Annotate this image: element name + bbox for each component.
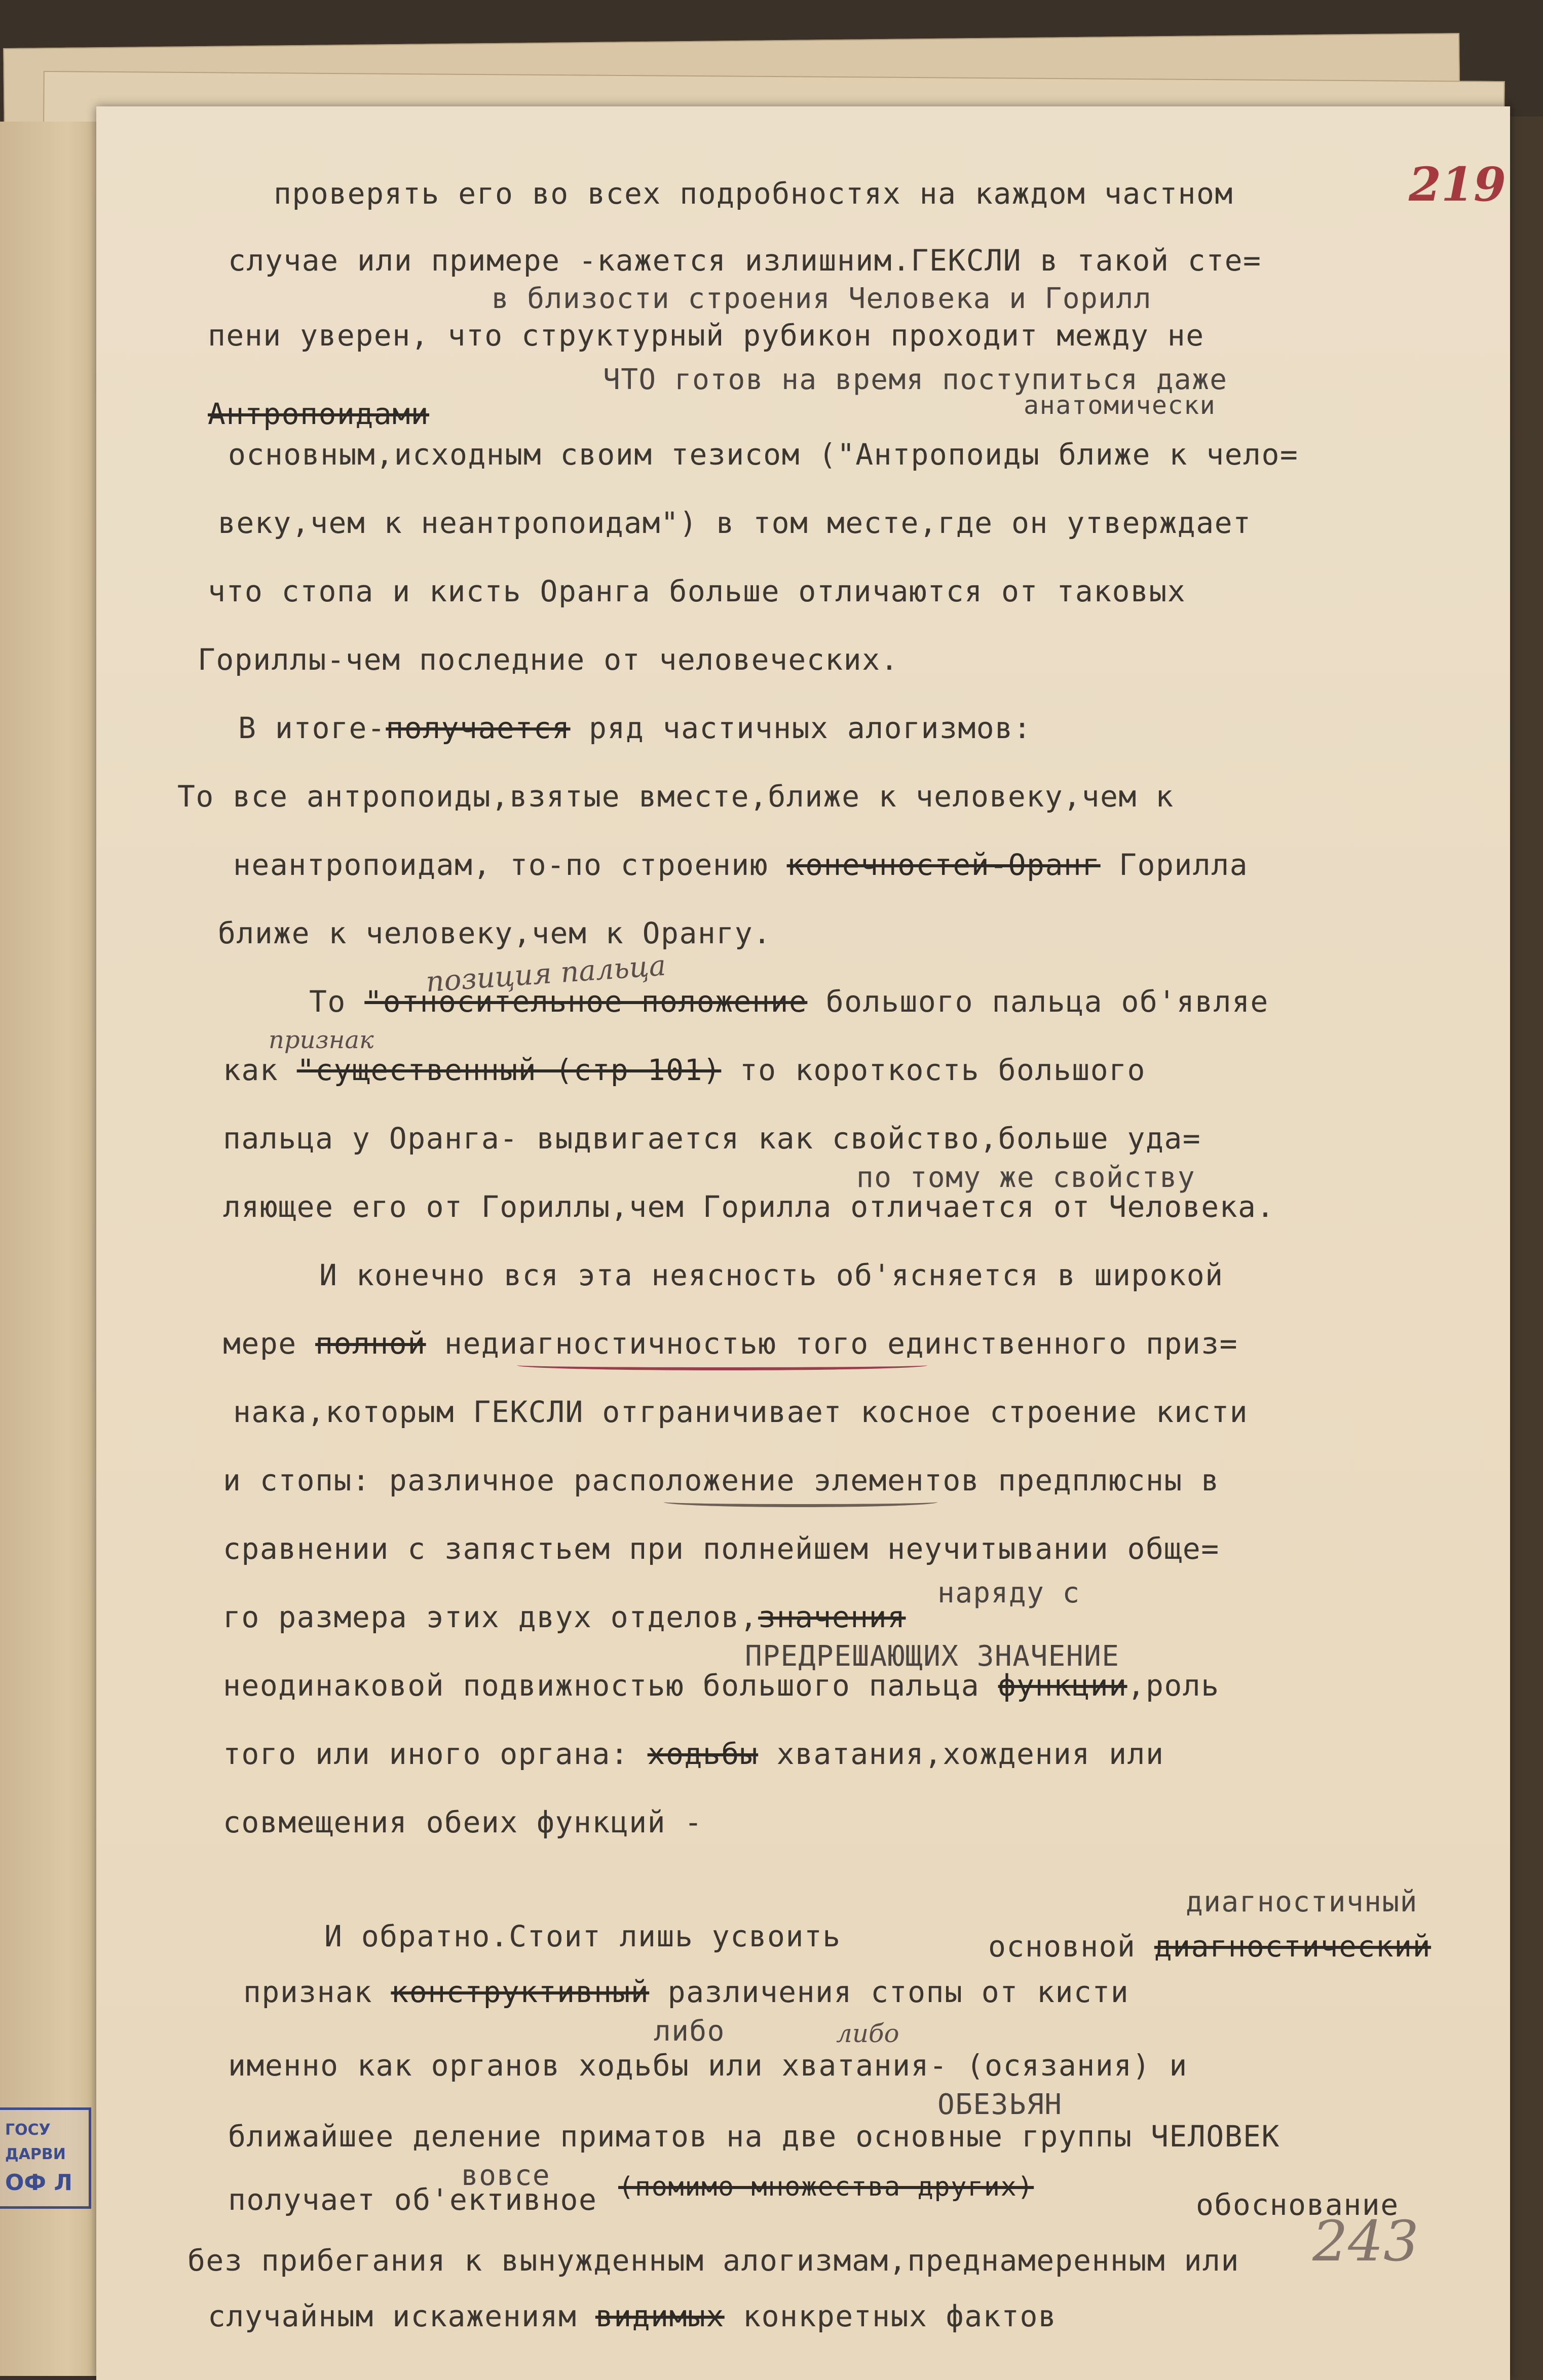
inserted-text: диагностичный [1186, 1886, 1418, 1918]
struck-text: "относительное положение [364, 984, 808, 1019]
inserted-text: в близости строения Человека и Горилл [492, 282, 1152, 315]
text-line [223, 1738, 1164, 1770]
text-line: ляющее его от Гориллы,чем Горилла отличается от Человека. [223, 1189, 1275, 1224]
text-line [223, 1054, 1146, 1086]
text-segment: неантропоидам, то-по строению [233, 848, 787, 882]
text-line: пени уверен, что структурный рубикон проходит между не [208, 318, 1205, 353]
text-line: ближайшее деление приматов на две основные группы ЧЕЛОВЕК [228, 2119, 1280, 2154]
text-line: и стопы: различное расположение элементов предплюсны в [223, 1463, 1220, 1498]
text-line: совмещения обеих функций - [223, 1805, 703, 1839]
inserted-text: анатомически [1024, 391, 1216, 420]
struck-text: Антропоидами [208, 397, 430, 431]
archive-stamp [0, 2107, 91, 2209]
text-segment: го размера этих двух отделов, [223, 1600, 759, 1634]
underlined-text: недиагностичностью того единственного приз= [426, 1326, 1238, 1361]
text-segment: различения стопы от кисти [649, 1975, 1130, 2009]
struck-text: полной [315, 1326, 426, 1361]
handwritten-underline [664, 1497, 937, 1507]
struck-text: диагностический [1154, 1929, 1432, 1964]
text-line: И конечно вся эта неясность об'ясняется в широкой [319, 1258, 1224, 1292]
text-segment: То [309, 984, 365, 1019]
struck-text: получается [386, 711, 571, 745]
struck-text: конечностей-Оранг [786, 848, 1101, 882]
inserted-text: ОБЕЗЬЯН [937, 2088, 1063, 2121]
text-line [228, 2183, 597, 2216]
struck-text: видимых [595, 2299, 725, 2333]
text-segment: конкретных фактов [724, 2299, 1057, 2333]
text-line [238, 712, 1032, 744]
text-line: пальца у Оранга- выдвигается как свойство,больше уда= [223, 1121, 1201, 1156]
text-segment: того или иного органа: [223, 1737, 648, 1771]
text-segment: И обратно.Стоит лишь усвоить [324, 1919, 841, 1953]
text-line [223, 1601, 906, 1633]
text-line: именно как органов ходьбы или хватания- (осязания) и [228, 2048, 1188, 2083]
text-segment: В итоге- [238, 711, 386, 745]
text-segment: большого пальца об'являе [807, 984, 1269, 1019]
struck-text: значения [758, 1600, 906, 1634]
text-line [223, 1327, 1238, 1360]
handwritten-insert: позиция пальца [425, 949, 667, 999]
text-line: веку,чем к неантропоидам") в том месте,где он утверждает [218, 506, 1252, 540]
text-segment: получает об'ективное [228, 2182, 597, 2217]
text-segment: ряд частичных алогизмов: [570, 711, 1032, 745]
text-line: основным,исходным своим тезисом ("Антропоиды ближе к чело= [228, 437, 1299, 472]
text-line: что стопа и кисть Оранга больше отличаются от таковых [208, 574, 1186, 608]
text-segment: неодинаковой подвижностью большого пальца [223, 1668, 998, 1703]
struck-text: "существенный (стр 101) [296, 1053, 722, 1087]
text-line [223, 1669, 1220, 1702]
text-line: сравнении с запястьем при полнейшем неучитывании обще= [223, 1531, 1220, 1566]
stamp-line: ДАРВИ [5, 2145, 66, 2163]
inserted-text: наряду с [937, 1577, 1080, 1609]
handwritten-insert: либо [836, 2019, 899, 2048]
text-line: обоснование [1196, 2187, 1399, 2222]
text-line [208, 2300, 1057, 2332]
binding-shadow [1510, 117, 1543, 2380]
struck-text: функции [998, 1668, 1127, 1703]
text-segment: Горилла [1100, 848, 1249, 882]
text-line [309, 985, 1269, 1018]
typewritten-page [96, 106, 1510, 2380]
inserted-text: либо [654, 2015, 725, 2048]
struck-text: ходьбы [647, 1737, 759, 1771]
handwritten-insert: признак [269, 1026, 374, 1054]
text-line: То все антропоиды,взятые вместе,ближе к человеку,чем к [177, 779, 1174, 814]
text-line [243, 1976, 1129, 2008]
inserted-text: ПРЕДРЕШАЮЩИХ ЗНАЧЕНИЕ [745, 1640, 1120, 1673]
struck-text: (помимо множества других) [618, 2172, 1034, 2202]
text-line: случае или примере -кажется излишним.ГЕКСЛИ в такой сте= [228, 243, 1262, 278]
text-line: проверять его во всех подробностях на каждом частном [274, 176, 1233, 211]
text-line [324, 1920, 841, 1952]
text-segment: как [223, 1053, 297, 1087]
struck-text: конструктивный [391, 1975, 650, 2009]
handwritten-underline [517, 1360, 927, 1370]
text-segment: то короткость большого [721, 1053, 1146, 1087]
text-line: нака,которым ГЕКСЛИ отграничивает косное строение кисти [233, 1395, 1249, 1429]
folio-number: 243 [1312, 2209, 1419, 2274]
stamp-line: ГОСУ [5, 2121, 51, 2139]
text-line: ближе к человеку,чем к Орангу. [218, 916, 772, 950]
text-line [233, 849, 1248, 881]
inserted-text: по тому же свойству [856, 1161, 1196, 1194]
inserted-text: ЧТО готов на время поступиться даже [603, 363, 1228, 396]
text-line [988, 1930, 1431, 1963]
text-segment: признак [243, 1975, 391, 2009]
text-segment: случайным искажениям [208, 2299, 595, 2333]
text-segment: основной [988, 1929, 1154, 1964]
page-number: 219 [1409, 157, 1507, 212]
text-segment: хватания,хождения или [758, 1737, 1164, 1771]
text-line: без прибегания к вынужденным алогизмам,преднамеренным или [187, 2243, 1239, 2278]
text-line: Гориллы-чем последние от человеческих. [198, 642, 899, 677]
stamp-line: ОФ Л [5, 2170, 72, 2196]
text-segment: ,роль [1127, 1668, 1220, 1703]
text-segment: мере [223, 1326, 316, 1361]
inserted-text: вовсе [461, 2159, 551, 2192]
